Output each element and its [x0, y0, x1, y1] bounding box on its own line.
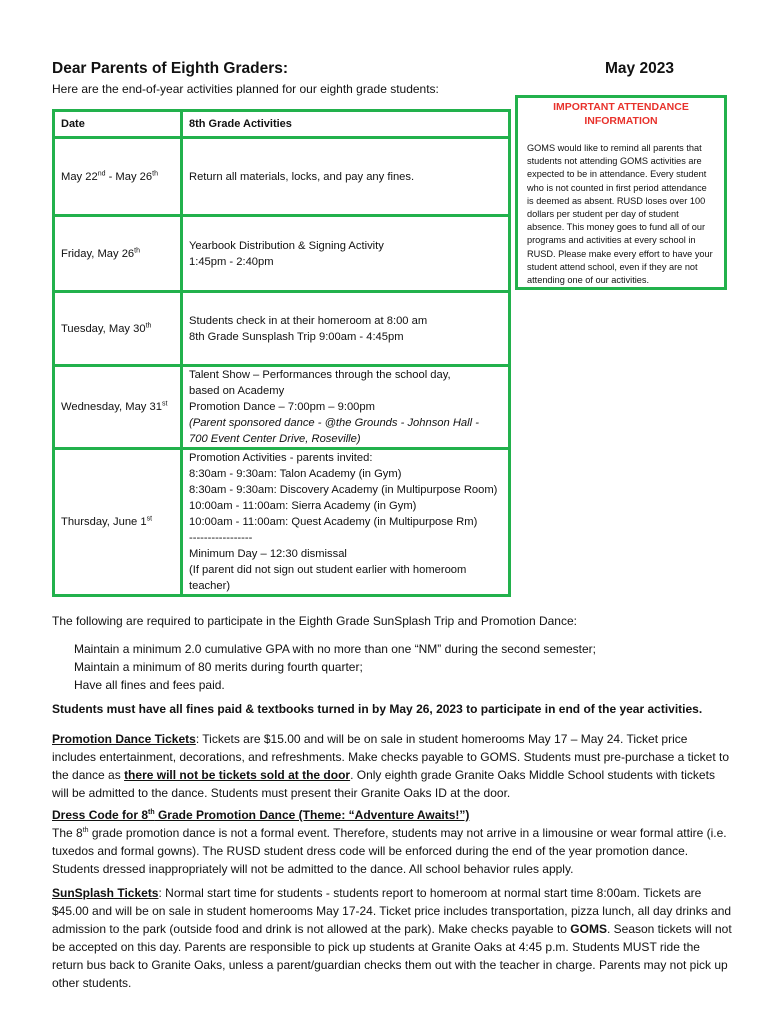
notice-text: GOMS would like to remind all parents that students not attending GOMS activities are expected to be in attendance. Every student who is not counted in first period attendance is deemed as absent. RUSD loses over 100 dollars per student per day of student absence. This money goes to fund all of our programs and activities at every school in RUSD. Please make every effort to have your student attend school, even if they are not attending one of our activities. — [527, 143, 713, 286]
list-item: Maintain a minimum 2.0 cumulative GPA with no more than one “NM” during the second semester; — [52, 640, 732, 658]
row-date: Friday, May 26th — [54, 216, 182, 292]
row-activity: Students check in at their homeroom at 8:00 am 8th Grade Sunsplash Trip 9:00am - 4:45pm — [182, 292, 510, 366]
sunsplash-section: SunSplash Tickets: Normal start time for students - students report to homeroom at normal start time 8:00am. Tickets are $45.00 and will be on sale in student homerooms May 17-24. Ticket price includes transportation, pizza lunch, all day drinks and admission to the park (outside food and drink is not allowed at the park). Make checks payable to GOMS. Season tickets will not be accepted on this day. Parents are responsible to pick up students at Granite Oaks at 4:45 p.m. Students MUST ride the return bus back to Granite Oaks, unless a parent/guardian checks them out with the teacher in charge. Parents may not pick up other students. — [52, 886, 732, 990]
attendance-notice-box — [515, 95, 727, 290]
intro-text: Here are the end-of-year activities planned for our eighth grade students: — [52, 82, 439, 96]
letter-title: Dear Parents of Eighth Graders: — [52, 60, 289, 77]
requirements-list — [52, 640, 732, 694]
activities-table — [52, 109, 511, 597]
row-date: Tuesday, May 30th — [54, 292, 182, 366]
table-row — [54, 449, 510, 596]
date-column-header: Date — [54, 111, 182, 138]
letter-date: May 2023 — [605, 60, 674, 77]
table-header-row — [54, 111, 510, 138]
table-row — [54, 292, 510, 366]
table-row — [54, 216, 510, 292]
requirements-intro: The following are required to participate in the Eighth Grade SunSplash Trip and Promotion Dance: — [52, 614, 577, 628]
dress-code-section — [52, 806, 732, 878]
activities-column-header: 8th Grade Activities — [182, 111, 510, 138]
dress-code-heading: Dress Code for 8th Grade Promotion Dance (Theme: “Adventure Awaits!”) — [52, 808, 470, 822]
row-date: Thursday, June 1st — [54, 449, 182, 596]
table-row — [54, 366, 510, 449]
table-row — [54, 138, 510, 216]
sunsplash-label: SunSplash Tickets — [52, 886, 159, 900]
row-date: Wednesday, May 31st — [54, 366, 182, 449]
promotion-dance-section: Promotion Dance Tickets: Tickets are $15.00 and will be on sale in student homerooms May 17 – May 24. Ticket price includes entertainment, decorations, and refreshments. Make checks payable to GOMS. Students must pre-purchase a ticket to the dance as there will not be tickets sold at the door. Only eighth grade Granite Oaks Middle School students with tickets will be admitted to the dance. Students must present their Granite Oaks ID at the door. — [52, 732, 730, 800]
row-activity: Yearbook Distribution & Signing Activity 1:45pm - 2:40pm — [182, 216, 510, 292]
row-date: May 22nd - May 26th — [54, 138, 182, 216]
bullet-icon — [52, 640, 74, 658]
list-item: Maintain a minimum of 80 merits during fourth quarter; — [52, 658, 732, 676]
row-activity: Return all materials, locks, and pay any fines. — [182, 138, 510, 216]
notice-title: IMPORTANT ATTENDANCE INFORMATION — [553, 101, 689, 127]
no-door-sales-emphasis: there will not be tickets sold at the door — [124, 768, 351, 782]
bullet-icon — [52, 676, 74, 694]
deadline-notice: Students must have all fines paid & textbooks turned in by May 26, 2023 to participate in end of the year activities. — [52, 702, 703, 716]
promotion-dance-label: Promotion Dance Tickets — [52, 732, 196, 746]
list-item: Have all fines and fees paid. — [52, 676, 732, 694]
dress-code-text: The 8th grade promotion dance is not a formal event. Therefore, students may not arrive in a limousine or wear formal attire (i.e. tuxedos and formal gowns). The RUSD student dress code will be enforced during the end of the year promotion dance. Students dressed inappropriately will not be admitted to the dance. All school behavior rules apply. — [52, 826, 727, 876]
row-activity: Promotion Activities - parents invited: 8:30am - 9:30am: Talon Academy (in Gym) 8:30am - 9:30am: Discovery Academy (in Multipurpose Room) 10:00am - 11:00am: Sierra Academy (in Gym) 10:00am - 11:00am: Quest Academy (in Multipurpose Rm) ----------------- Minimum Day – 12:30 dismissal (If parent did not sign out student earlier with homeroom teacher) — [182, 449, 510, 596]
row-activity: Talent Show – Performances through the school day, based on Academy Promotion Dance – 7:00pm – 9:00pm (Parent sponsored dance - @the Grounds - Johnson Hall - 700 Event Center Drive, Roseville) — [182, 366, 510, 449]
bullet-icon — [52, 658, 74, 676]
